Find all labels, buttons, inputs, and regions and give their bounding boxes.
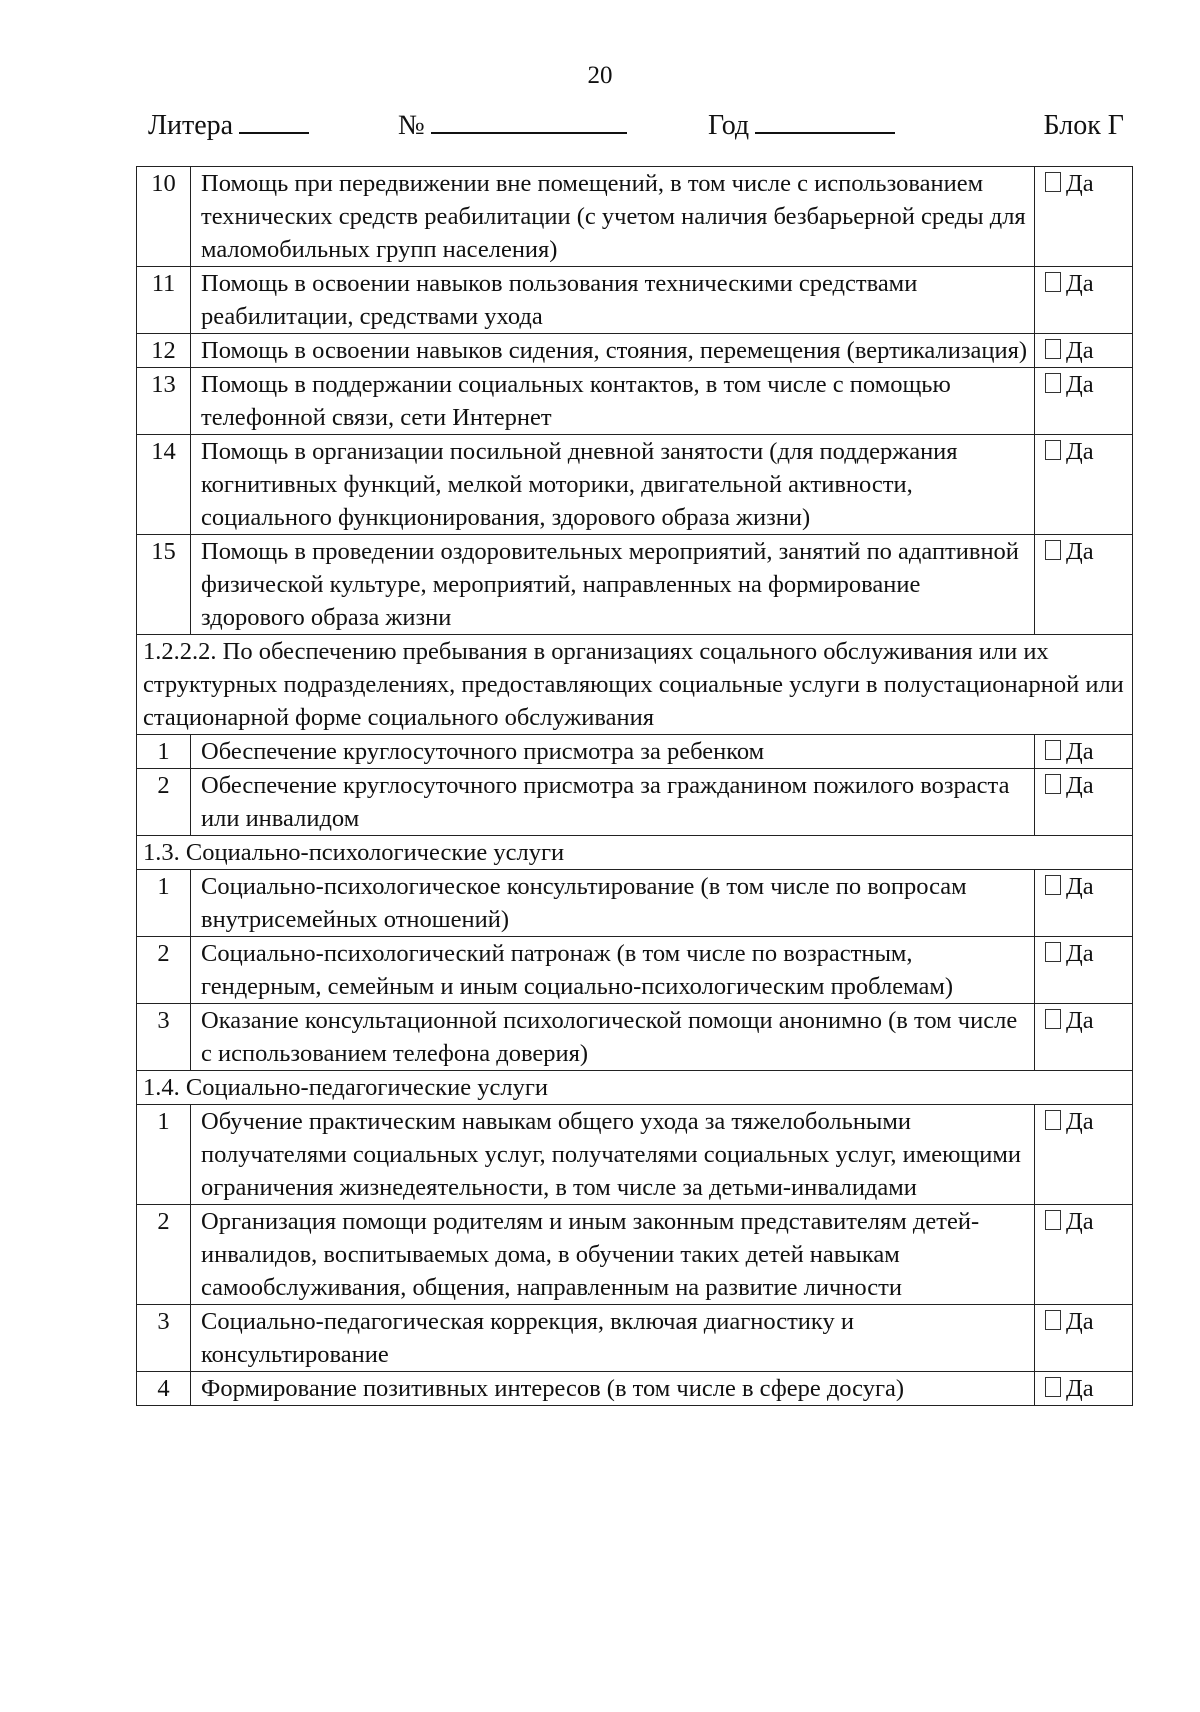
table-row — [137, 535, 1133, 635]
number-blank[interactable] — [431, 110, 627, 134]
yes-checkbox[interactable] — [1045, 272, 1061, 292]
service-description: Помощь в освоении навыков сидения, стояния, перемещения (вертикализация) — [191, 334, 1035, 368]
row-number: 1 — [137, 870, 191, 937]
yes-label: Да — [1066, 337, 1094, 364]
row-number: 1 — [137, 735, 191, 769]
table-row — [137, 368, 1133, 435]
yes-label: Да — [1066, 940, 1094, 967]
checkbox-cell — [1035, 937, 1133, 1004]
table-row — [137, 1305, 1133, 1372]
service-description: Обеспечение круглосуточного присмотра за ребенком — [191, 735, 1035, 769]
yes-label: Да — [1066, 738, 1094, 765]
yes-checkbox[interactable] — [1045, 942, 1061, 962]
yes-label: Да — [1066, 1308, 1094, 1335]
checkbox-cell — [1035, 368, 1133, 435]
number-label: № — [398, 110, 425, 141]
section-title: 1.2.2.2. По обеспечению пребывания в организациях соцального обслуживания или их структурных подразделениях, предоставляющих социальные услуги в полустационарной или стационарной форме социального обслуживания — [137, 635, 1133, 735]
row-number: 3 — [137, 1305, 191, 1372]
service-description: Оказание консультационной психологической помощи анонимно (в том числе с использованием телефона доверия) — [191, 1004, 1035, 1071]
checkbox-cell — [1035, 1205, 1133, 1305]
checkbox-cell — [1035, 334, 1133, 368]
yes-checkbox[interactable] — [1045, 339, 1061, 359]
row-number: 11 — [137, 267, 191, 334]
section-header-row — [137, 635, 1133, 735]
checkbox-cell — [1035, 870, 1133, 937]
table-row — [137, 267, 1133, 334]
section-title: 1.3. Социально-психологические услуги — [137, 836, 1133, 870]
number-field — [398, 110, 627, 142]
year-field — [708, 110, 895, 142]
yes-label: Да — [1066, 772, 1094, 799]
checkbox-cell — [1035, 167, 1133, 267]
service-description: Организация помощи родителям и иным законным представителям детей-инвалидов, воспитываемых дома, в обучении таких детей навыкам самообслуживания, общения, направленным на развитие личности — [191, 1205, 1035, 1305]
service-description: Помощь в освоении навыков пользования техническими средствами реабилитации, средствами ухода — [191, 267, 1035, 334]
yes-label: Да — [1066, 270, 1094, 297]
table-row — [137, 870, 1133, 937]
checkbox-cell — [1035, 267, 1133, 334]
form-header — [148, 110, 1124, 150]
table-row — [137, 167, 1133, 267]
litera-field — [148, 110, 309, 142]
litera-blank[interactable] — [239, 110, 309, 134]
row-number: 10 — [137, 167, 191, 267]
year-blank[interactable] — [755, 110, 895, 134]
row-number: 12 — [137, 334, 191, 368]
row-number: 13 — [137, 368, 191, 435]
service-description: Социально-психологическое консультирование (в том числе по вопросам внутрисемейных отношений) — [191, 870, 1035, 937]
table-row — [137, 1205, 1133, 1305]
checkbox-cell — [1035, 535, 1133, 635]
service-description: Формирование позитивных интересов (в том числе в сфере досуга) — [191, 1372, 1035, 1406]
yes-checkbox[interactable] — [1045, 1377, 1061, 1397]
checkbox-cell — [1035, 435, 1133, 535]
service-description: Помощь в организации посильной дневной занятости (для поддержания когнитивных функций, мелкой моторики, двигательной активности, социального функционирования, здорового образа жизни) — [191, 435, 1035, 535]
yes-label: Да — [1066, 438, 1094, 465]
yes-checkbox[interactable] — [1045, 540, 1061, 560]
yes-label: Да — [1066, 371, 1094, 398]
yes-label: Да — [1066, 1375, 1094, 1402]
yes-label: Да — [1066, 538, 1094, 565]
yes-label: Да — [1066, 170, 1094, 197]
section-header-row — [137, 1071, 1133, 1105]
yes-checkbox[interactable] — [1045, 1210, 1061, 1230]
checkbox-cell — [1035, 735, 1133, 769]
page-number: 20 — [587, 62, 613, 89]
yes-label: Да — [1066, 873, 1094, 900]
yes-checkbox[interactable] — [1045, 440, 1061, 460]
table-row — [137, 769, 1133, 836]
section-header-row — [137, 836, 1133, 870]
checkbox-cell — [1035, 1372, 1133, 1406]
service-description: Помощь в проведении оздоровительных мероприятий, занятий по адаптивной физической культуре, мероприятий, направленных на формирование здорового образа жизни — [191, 535, 1035, 635]
litera-label: Литера — [148, 110, 234, 141]
yes-checkbox[interactable] — [1045, 774, 1061, 794]
service-description: Помощь в поддержании социальных контактов, в том числе с помощью телефонной связи, сети Интернет — [191, 368, 1035, 435]
table-row — [137, 334, 1133, 368]
checkbox-cell — [1035, 1305, 1133, 1372]
row-number: 14 — [137, 435, 191, 535]
yes-label: Да — [1066, 1007, 1094, 1034]
service-description: Социально-педагогическая коррекция, включая диагностику и консультирование — [191, 1305, 1035, 1372]
checkbox-cell — [1035, 1105, 1133, 1205]
yes-checkbox[interactable] — [1045, 172, 1061, 192]
table-row — [137, 937, 1133, 1004]
table-row — [137, 435, 1133, 535]
yes-checkbox[interactable] — [1045, 373, 1061, 393]
yes-checkbox[interactable] — [1045, 875, 1061, 895]
table-row — [137, 1372, 1133, 1406]
yes-checkbox[interactable] — [1045, 1009, 1061, 1029]
yes-label: Да — [1066, 1208, 1094, 1235]
checkbox-cell — [1035, 1004, 1133, 1071]
services-table-body — [137, 167, 1133, 1406]
table-row — [137, 1004, 1133, 1071]
row-number: 2 — [137, 769, 191, 836]
table-row — [137, 1105, 1133, 1205]
row-number: 1 — [137, 1105, 191, 1205]
yes-label: Да — [1066, 1108, 1094, 1135]
row-number: 15 — [137, 535, 191, 635]
service-description: Обеспечение круглосуточного присмотра за гражданином пожилого возраста или инвалидом — [191, 769, 1035, 836]
service-description: Социально-психологический патронаж (в том числе по возрастным, гендерным, семейным и иным социально-психологическим проблемам) — [191, 937, 1035, 1004]
yes-checkbox[interactable] — [1045, 1310, 1061, 1330]
yes-checkbox[interactable] — [1045, 740, 1061, 760]
row-number: 2 — [137, 1205, 191, 1305]
yes-checkbox[interactable] — [1045, 1110, 1061, 1130]
services-table — [136, 166, 1133, 1406]
row-number: 4 — [137, 1372, 191, 1406]
checkbox-cell — [1035, 769, 1133, 836]
block-label: Блок Г — [1043, 110, 1124, 141]
year-label: Год — [708, 110, 750, 141]
section-title: 1.4. Социально-педагогические услуги — [137, 1071, 1133, 1105]
row-number: 2 — [137, 937, 191, 1004]
service-description: Обучение практическим навыкам общего ухода за тяжелобольными получателями социальных услуг, получателями социальных услуг, имеющими ограничения жизнедеятельности, в том числе за детьми-инвалидами — [191, 1105, 1035, 1205]
service-description: Помощь при передвижении вне помещений, в том числе с использованием технических средств реабилитации (с учетом наличия безбарьерной среды для маломобильных групп населения) — [191, 167, 1035, 267]
table-row — [137, 735, 1133, 769]
row-number: 3 — [137, 1004, 191, 1071]
